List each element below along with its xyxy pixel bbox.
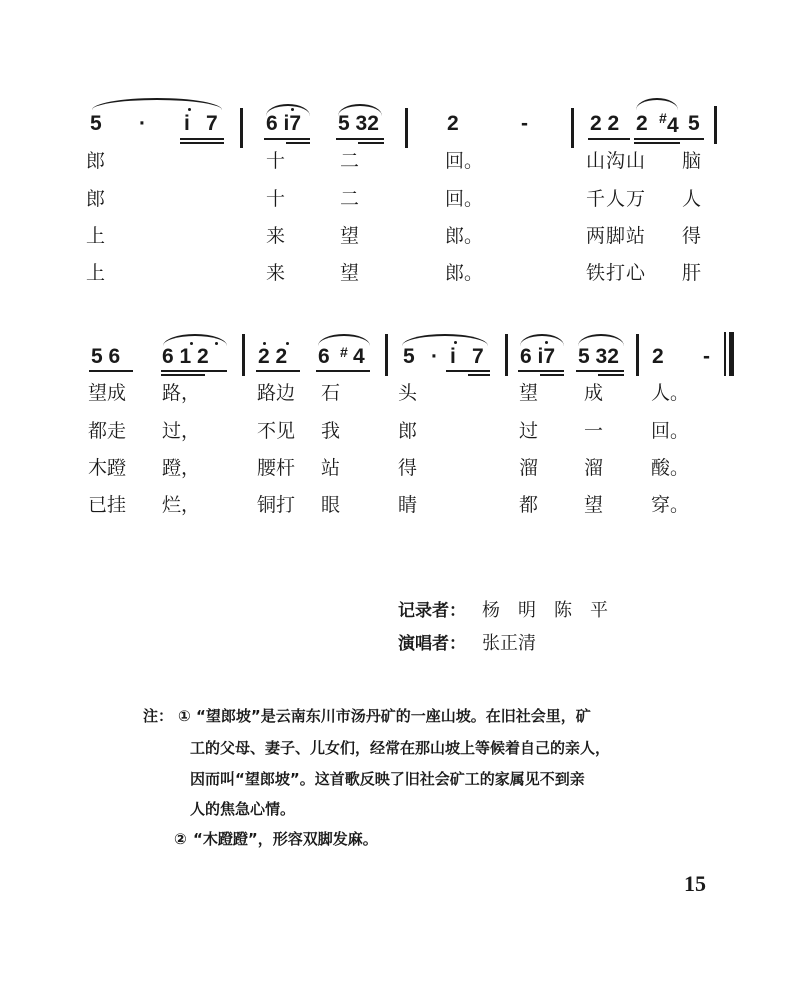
barline [385, 334, 388, 376]
underline [316, 370, 370, 372]
barline [636, 334, 639, 376]
dash-hold: - [703, 345, 710, 368]
lyric: 路边 [257, 382, 296, 404]
note-1-line: 因而叫“望郎坡”。这首歌反映了旧社会矿工的家属见不到亲 [190, 770, 585, 788]
note: 4 [667, 114, 679, 137]
note: 5 6 [91, 345, 121, 368]
octave-dot [454, 341, 457, 344]
underline [518, 370, 564, 372]
lyric: 成 [584, 382, 604, 404]
underline [89, 370, 133, 372]
recorder-label: 记录者： [398, 601, 466, 621]
octave-dot [545, 341, 548, 344]
lyric: 人。 [651, 382, 690, 404]
lyric: 山沟山 [586, 150, 647, 172]
lyric: 都 [519, 494, 539, 516]
lyric: 十 [266, 150, 286, 172]
octave-dot [215, 342, 218, 345]
sharp-sign: # [659, 110, 667, 126]
underline [161, 374, 205, 376]
underline [180, 138, 224, 140]
lyric: 头 [398, 382, 418, 404]
lyric: 铁打心 [586, 262, 647, 284]
lyric: 我 [321, 420, 341, 442]
note: i [184, 112, 190, 135]
lyric: 铜打 [257, 494, 296, 516]
note: 2 [652, 345, 664, 368]
lyric: 已挂 [88, 494, 127, 516]
note: 2 [636, 112, 648, 135]
lyric: 千人万 [586, 188, 647, 210]
underline [634, 142, 680, 144]
underline [180, 142, 224, 144]
note: 7 [206, 112, 218, 135]
lyric: 人 [682, 188, 702, 210]
lyric: 郎 [86, 150, 106, 172]
note-1-line: “望郎坡”是云南东川市汤丹矿的一座山坡。在旧社会里，矿 [196, 707, 591, 725]
lyric: 过， [162, 420, 201, 442]
note-1-line: 工的父母、妻子、儿女们，经常在那山坡上等候着自己的亲人， [190, 739, 611, 757]
lyric: 睛 [398, 494, 418, 516]
note: 7 [472, 345, 484, 368]
lyric: 一 [584, 420, 604, 442]
note-2-text: “木蹬蹬”，形容双脚发麻。 [193, 830, 378, 848]
recorder-names: 杨 明 陈 平 [482, 600, 608, 621]
lyric: 上 [86, 225, 106, 247]
lyric: 来 [266, 225, 286, 247]
lyric: 回。 [445, 150, 484, 172]
final-barline-thin [724, 332, 726, 376]
underline [286, 142, 310, 144]
lyric: 郎。 [445, 225, 484, 247]
lyric: 郎。 [445, 262, 484, 284]
lyric: 肝 [682, 262, 702, 284]
note: 2 [447, 112, 459, 135]
singer-name: 张正清 [482, 633, 536, 654]
lyric: 木蹬 [88, 457, 127, 479]
lyric: 望 [340, 225, 360, 247]
note: 5 32 [338, 112, 379, 135]
octave-dot [188, 108, 191, 111]
lyric: 得 [682, 225, 702, 247]
sharp-sign: # [340, 344, 348, 360]
lyric: 二 [340, 188, 360, 210]
lyric: 溜 [519, 457, 539, 479]
dash-hold: - [521, 112, 528, 135]
note: 5 [403, 345, 415, 368]
lyric: 过 [519, 420, 539, 442]
slur [636, 98, 678, 110]
underline [634, 138, 704, 140]
lyric: 不见 [257, 420, 296, 442]
underline [256, 370, 300, 372]
lyric: 酸。 [651, 457, 690, 479]
note: 5 [688, 112, 700, 135]
note: 4 [353, 345, 365, 368]
underline [358, 142, 384, 144]
lyric: 眼 [321, 494, 341, 516]
note: 6 i7 [520, 345, 556, 368]
barline [242, 334, 245, 376]
lyric: 回。 [651, 420, 690, 442]
note-2-marker: ② [174, 830, 187, 848]
lyric: 十 [266, 188, 286, 210]
lyric: 腰杆 [257, 457, 296, 479]
note: 2 2 [258, 345, 288, 368]
note-1-line: 人的焦急心情。 [190, 800, 296, 818]
slur [92, 98, 222, 110]
underline [588, 138, 630, 140]
underline [446, 370, 490, 372]
lyric: 望 [340, 262, 360, 284]
dot-rhythm: · [431, 345, 438, 368]
barline [505, 334, 508, 376]
note: 2 2 [590, 112, 620, 135]
lyric: 溜 [584, 457, 604, 479]
page-number: 15 [684, 871, 706, 896]
lyric: 郎 [398, 420, 418, 442]
note: 5 32 [578, 345, 619, 368]
barline [405, 108, 408, 148]
lyric: 望 [519, 382, 539, 404]
lyric: 二 [340, 150, 360, 172]
lyric: 两脚站 [586, 225, 647, 247]
lyric: 得 [398, 457, 418, 479]
underline [540, 374, 564, 376]
lyric: 郎 [86, 188, 106, 210]
final-barline-thick [729, 332, 734, 376]
underline [336, 138, 384, 140]
note: i [450, 345, 456, 368]
underline [264, 138, 310, 140]
underline [598, 374, 624, 376]
singer-label: 演唱者： [398, 634, 466, 654]
note: 6 1 2 [162, 345, 209, 368]
lyric: 望 [584, 494, 604, 516]
note: 6 i7 [266, 112, 302, 135]
lyric: 蹬， [162, 457, 201, 479]
barline [571, 108, 574, 148]
barline [240, 108, 243, 148]
lyric: 路， [162, 382, 201, 404]
underline [576, 370, 624, 372]
lyric: 烂， [162, 494, 201, 516]
dot-rhythm: · [139, 112, 146, 135]
underline [161, 370, 227, 372]
lyric: 都走 [88, 420, 127, 442]
lyric: 上 [86, 262, 106, 284]
note: 6 [318, 345, 330, 368]
note-1-marker: ① [178, 707, 191, 725]
octave-dot [291, 108, 294, 111]
underline [468, 374, 490, 376]
lyric: 望成 [88, 382, 127, 404]
barline [714, 106, 717, 144]
lyric: 穿。 [651, 494, 690, 516]
notes-prefix: 注： [143, 707, 174, 725]
lyric: 来 [266, 262, 286, 284]
lyric: 站 [321, 457, 341, 479]
lyric: 石 [321, 382, 341, 404]
note: 5 [90, 112, 102, 135]
lyric: 回。 [445, 188, 484, 210]
lyric: 脑 [682, 150, 702, 172]
